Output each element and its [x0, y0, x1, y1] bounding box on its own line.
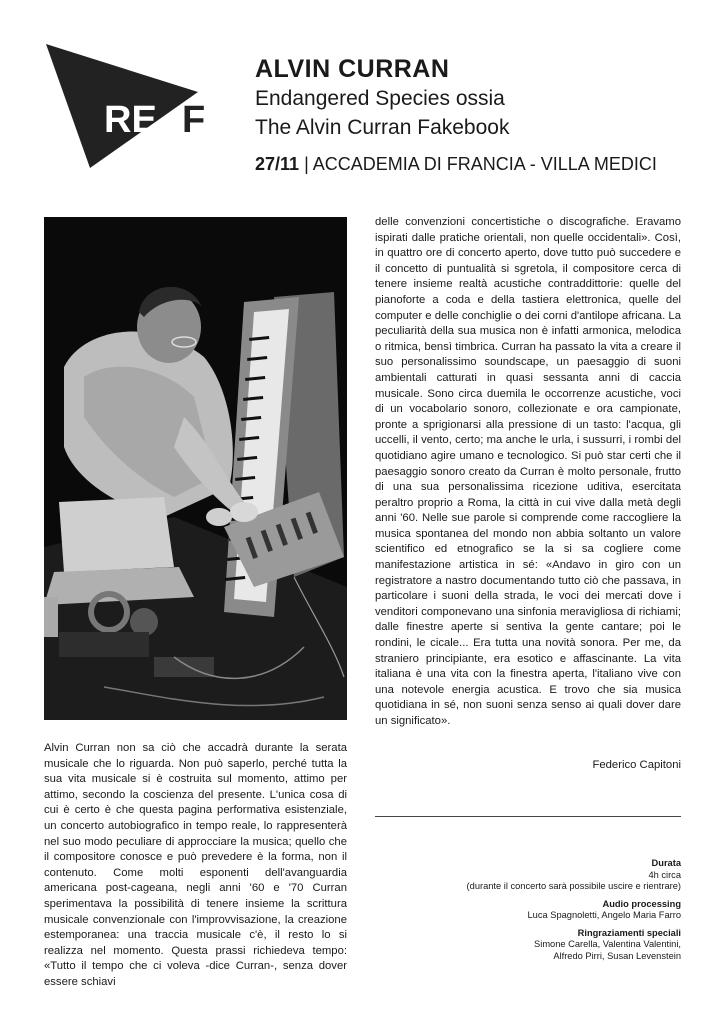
venue: ACCADEMIA DI FRANCIA - VILLA MEDICI	[312, 154, 657, 174]
logo-text-f: F	[182, 99, 206, 141]
date-separator: |	[299, 154, 313, 174]
performer-at-keyboard-photo-icon	[44, 217, 347, 720]
ref-logo	[42, 40, 222, 170]
article-author: Federico Capitoni	[592, 759, 681, 771]
event-date: 27/11	[255, 154, 300, 174]
thanks-title: Ringraziamenti speciali	[577, 927, 681, 938]
subtitle-line-1: Endangered Species ossia	[255, 87, 505, 110]
article-text-left: Alvin Curran non sa ciò che accadrà durante la serata musicale che lo riguarda. Non può saperlo, perché tutta la sua vita musicale si è costruita sul momento, attimo per attimo, secondo la coscienza del presente. L'unica cosa di cui è certo è che questa pagina performativa esistenziale, un concerto autobiografico in tempo reale, lo rappresenterà nel suo modo peculiare di approcciare la musica; quello che il compositore conosce e può prevedere è la forma, non il contenuto. Come molti esponenti dell'avanguardia americana post-cageana, negli anni '60 e '70 Curran sperimentava la possibilità di tenere insieme la scrittura musicale convenzionale con l'improvvisazione, la creazione estemporanea: una traccia musicale c'è, il resto lo si realizza nel momento. Questa prassi richiedeva tempo: «Tutto il tempo che ci voleva -dice Curran-, senza dover essere schiavi	[44, 742, 347, 988]
audio-value: Luca Spagnoletti, Angelo Maria Farro	[527, 910, 681, 920]
durata-note: (durante il concerto sarà possibile uscire e rientrare)	[466, 881, 681, 891]
durata-value: 4h circa	[648, 869, 681, 880]
performer-photo	[44, 217, 347, 720]
thanks-line-2: Alfredo Pirri, Susan Levenstein	[553, 950, 681, 961]
subtitle-line-2: The Alvin Curran Fakebook	[255, 116, 510, 139]
credits	[375, 858, 681, 962]
divider	[375, 816, 681, 817]
date-venue-line	[255, 152, 705, 176]
audio-title: Audio processing	[602, 898, 681, 909]
ref-triangle-logo-icon	[42, 40, 222, 170]
header	[255, 54, 705, 176]
thanks-line-1: Simone Carella, Valentina Valentini,	[534, 939, 681, 949]
artist-name: ALVIN CURRAN	[255, 55, 450, 83]
article-text-right: delle convenzioni concertistiche o discografiche. Eravamo ispirati dalle pratiche orientali, non quelle occidentali». Così, in quattro ore di concerto aperto, dove tutto può succedere e il concetto di puntualità si sgretola, il compositore cerca di tenere insieme realtà acustiche contraddittorie: quelle del pianoforte a coda e della tastiera elettronica, quelle del computer e delle conchiglie o dei corni d'antilope africana. La peculiarità della sua musica non è infatti armonica, melodica o ritmica, bensì timbrica. Curran ha passato la vita a creare il suo personalissimo soundscape, un paesaggio di suoni ambientali catturati in quasi sessanta anni di caccia musicale. Sono circa duemila le occorrenze acustiche, voci di un vocabolario sonoro, collezionate e ora campionate, pronte a sprigionarsi alla pressione di un tasto: l'acqua, gli uccelli, il vento, certo; ma anche le urla, i sussurri, i rombi del quotidiano agire umano e tecnologico. Si può star certi che il paesaggio sonoro creato da Curran è molto personale, frutto di una sua personalissima ricezione uditiva, esercitata peraltro proprio a Roma, la città in cui vive dalla metà degli anni '60. Nelle sue parole si comprende come raccogliere la musica spontanea del mondo non abbia soltanto un valore scientifico ed etnografico se la si sa cogliere come manifestazione artistica in sé: «Andavo in giro con un registratore a nastro documentando tutto ciò che passava, in particolare i suoni della strada, le voci dei mercati dove i venditori componevano una sinfonia meravigliosa di richiami; dalle finestre aperte si sentiva la gente cantare; poi le rondini, le cicale... Era tutta una novità sonora. Per me, da straniero principiante, era esotico e affascinante. La vita italiana è una vita con la finestra aperta, l'italiano vive con una notevole energia acustica. E trovo che sia musica quotidiana in sé, non suoni senza senso ai quali dover dare un significato».	[375, 216, 681, 727]
durata-title: Durata	[651, 858, 681, 868]
logo-text-re: RE	[104, 99, 157, 141]
